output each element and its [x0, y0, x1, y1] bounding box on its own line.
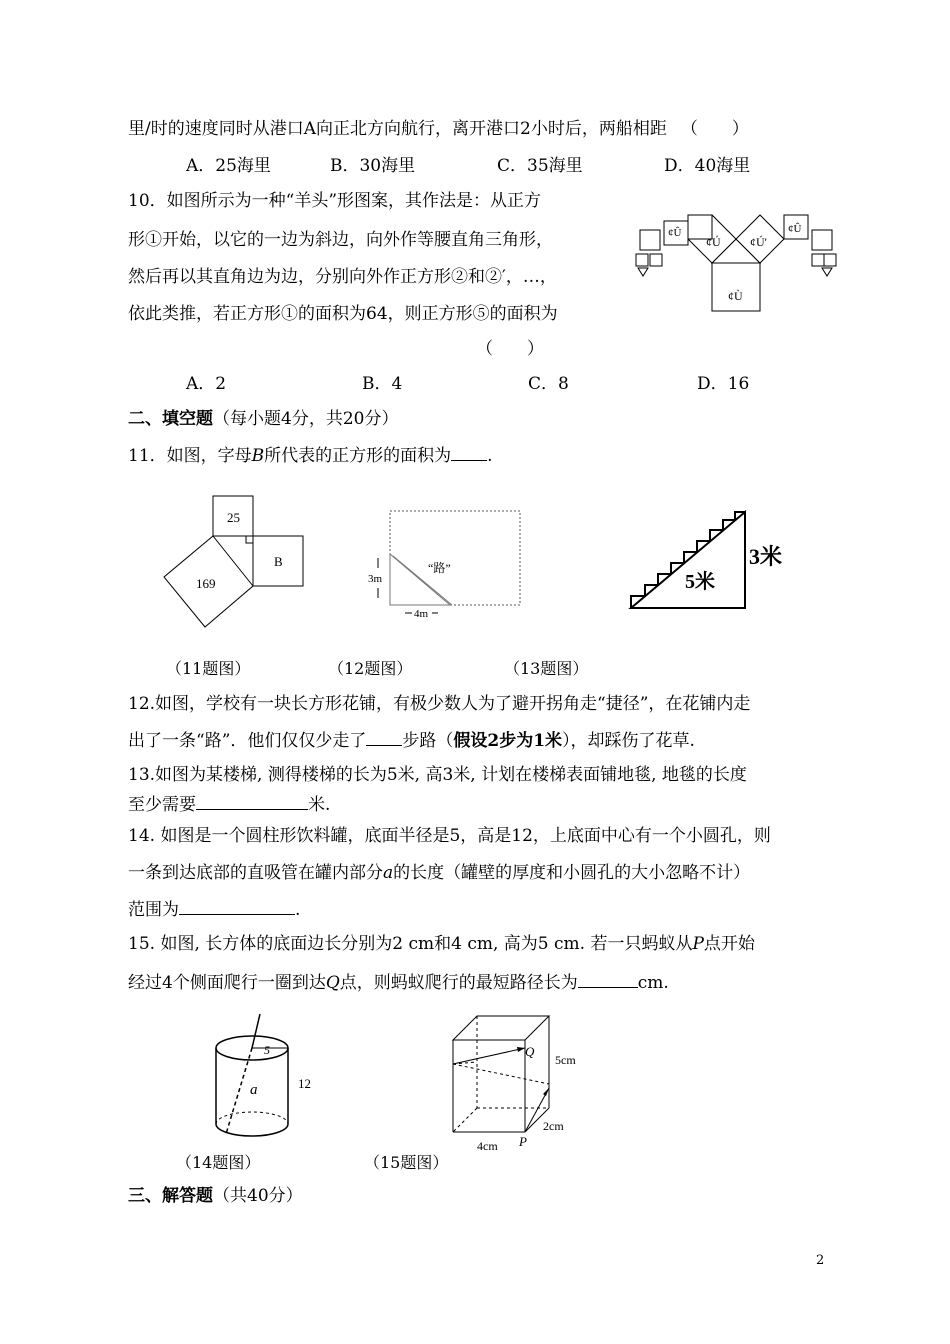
q10-option-d: D．16 — [697, 374, 750, 394]
q10-line-3: 然后再以其直角边为边，分别向外作正方形②和②′，…， — [128, 267, 557, 287]
tip-left — [638, 268, 648, 276]
arrow-head-2 — [517, 1047, 525, 1052]
path-segment-2 — [453, 1048, 525, 1064]
fig-15 — [445, 1012, 595, 1154]
path-hidden-segment — [453, 1064, 549, 1084]
label-square-3-right: ¢Û — [788, 223, 802, 235]
flowerbed-rect — [390, 511, 520, 605]
label-b: B — [274, 554, 283, 569]
q12-line-2: 出了一条“路”．他们仅仅少走了 步路（假设2步为1米），却踩伤了花草. — [128, 731, 695, 751]
label-p: P — [519, 1134, 527, 1149]
box-top — [453, 1016, 549, 1040]
caption-fig-14: （14题图） — [176, 1153, 261, 1172]
label-5m: 5米 — [685, 571, 715, 593]
q14-line-2: 一条到达底部的直吸管在罐内部分a的长度（罐壁的厚度和小圆孔的大小忽略不计） — [128, 863, 751, 883]
square-5-right-b — [824, 254, 836, 266]
fig-11 — [160, 494, 310, 634]
q10-option-c: C．8 — [528, 374, 569, 394]
square-4-right — [812, 230, 832, 250]
q9-text-line: 里/时的速度同时从港口A向正北方向航行，离开港口2小时后，两船相距 （ ） — [128, 119, 749, 139]
cylinder-bottom-back — [216, 1112, 288, 1124]
q9-option-b: B．30海里 — [330, 156, 416, 176]
q10-answer-paren: （ ） — [476, 339, 544, 359]
label-height: 12 — [298, 1076, 311, 1091]
q9-option-c: C．35海里 — [497, 156, 583, 176]
label-2cm: 2cm — [543, 1119, 564, 1133]
q10-ram-head-figure — [630, 210, 840, 322]
stair-triangle — [631, 512, 745, 608]
straw-inside — [226, 1048, 252, 1134]
label-square-1: ¢Ù — [728, 289, 743, 303]
label-square-3-left: ¢Û — [668, 227, 682, 239]
page-number: 2 — [816, 1253, 825, 1268]
q11-blank — [451, 444, 487, 461]
q9-option-a: A．25海里 — [186, 156, 271, 176]
label-5cm: 5cm — [555, 1053, 576, 1067]
q11-text: 11．如图，字母B所代表的正方形的面积为 . — [128, 446, 493, 466]
q13-line-2: 至少需要 米. — [128, 795, 331, 815]
q9-option-d: D．40海里 — [664, 156, 751, 176]
arrow-head-1 — [543, 1088, 549, 1096]
label-4m: 4m — [414, 608, 429, 620]
square-1 — [712, 263, 760, 311]
q12-blank — [366, 729, 402, 746]
q15-line-2: 经过4个侧面爬行一圈到达Q点，则蚂蚁爬行的最短路径长为 cm. — [128, 973, 669, 993]
label-4cm: 4cm — [477, 1139, 498, 1153]
q13-line-1: 13.如图为某楼梯, 测得楼梯的长为5米, 高3米, 计划在楼梯表面铺地毯, 地毯的长度 — [128, 765, 747, 785]
fig-12 — [360, 508, 530, 626]
q14-blank — [179, 898, 295, 915]
q14-line-3: 范围为 . — [128, 900, 301, 920]
label-radius: 5 — [264, 1043, 270, 1057]
square-5-left-b — [650, 254, 662, 266]
label-road: “路” — [428, 561, 451, 575]
tip-right — [822, 268, 832, 276]
fig-13 — [625, 508, 790, 614]
q12-line-1: 12.如图，学校有一块长方形花铺，有极少数人为了避开拐角走“捷径”，在花铺内走 — [128, 694, 751, 714]
label-a: a — [250, 1082, 258, 1098]
caption-fig-13: （13题图） — [504, 659, 589, 678]
q10-line-1: 10．如图所示为一种“羊头”形图案，其作法是：从正方 — [128, 191, 542, 211]
q15-blank — [578, 971, 638, 988]
right-angle-mark — [246, 536, 253, 543]
caption-fig-12: （12题图） — [328, 659, 413, 678]
q10-line-4: 依此类推，若正方形①的面积为64，则正方形⑤的面积为 — [128, 304, 558, 324]
q10-line-2: 形①开始，以它的一边为斜边，向外作等腰直角三角形， — [128, 230, 553, 250]
section-3-heading: 三、解答题（共40分） — [128, 1186, 303, 1206]
q15-line-1: 15. 如图, 长方体的底面边长分别为2 cm和4 cm, 高为5 cm. 若一只蚂蚁从P点开始 — [128, 934, 755, 954]
label-25: 25 — [227, 510, 240, 525]
q10-option-a: A．2 — [186, 374, 227, 394]
label-square-2: ¢Ú — [706, 235, 721, 249]
section-2-heading: 二、填空题（每小题4分，共20分） — [128, 409, 399, 429]
caption-fig-15: （15题图） — [364, 1153, 449, 1172]
label-square-2-prime: ¢Ú' — [750, 235, 767, 249]
fig-14 — [200, 1010, 330, 1140]
q13-blank — [196, 793, 308, 810]
label-3m: 3m — [368, 573, 383, 585]
label-169: 169 — [196, 576, 216, 591]
straw-outside — [252, 1014, 260, 1048]
q10-option-b: B．4 — [362, 374, 403, 394]
box-hidden-left — [453, 1108, 477, 1132]
label-3m: 3米 — [749, 544, 783, 569]
square-5-left-a — [636, 254, 648, 266]
q14-line-1: 14. 如图是一个圆柱形饮料罐，底面半径是5，高是12，上底面中心有一个小圆孔，则 — [128, 826, 771, 846]
caption-fig-11: （11题图） — [166, 659, 251, 678]
square-5-right-a — [812, 254, 824, 266]
label-q: Q — [525, 1044, 535, 1059]
square-4-left — [640, 230, 660, 250]
